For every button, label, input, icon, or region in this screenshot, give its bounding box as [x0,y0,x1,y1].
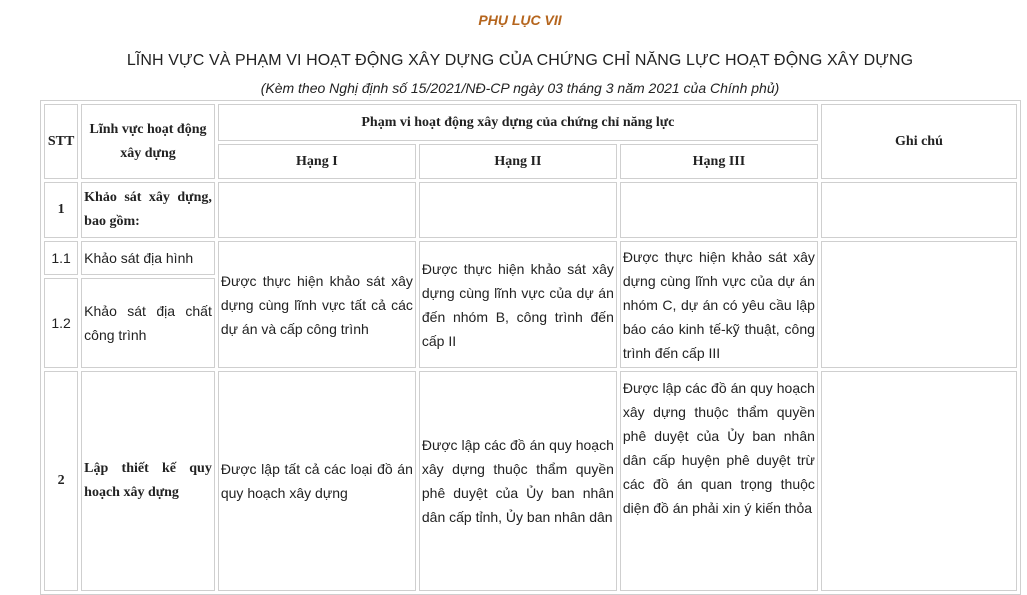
header-field: Lĩnh vực hoạt động xây dựng [81,104,215,179]
table-header-row [44,104,1017,141]
survey-rank-1: Được thực hiện khảo sát xây dựng cùng lĩnh vực tất cả các dự án và cấp công trình [218,241,416,368]
header-note: Ghi chú [821,104,1017,179]
table-row [44,241,1017,275]
table-row [44,182,1017,238]
row-field: Khảo sát địa chất công trình [81,278,215,368]
survey-rank-2: Được thực hiện khảo sát xây dựng cùng lĩnh vực của dự án đến nhóm B, công trình đến cấp II [419,241,617,368]
row-note [821,371,1017,591]
row-field: Lập thiết kế quy hoạch xây dựng [81,371,215,591]
row-rank-3: Được lập các đồ án quy hoạch xây dựng thuộc thẩm quyền phê duyệt của Ủy ban nhân dân cấp huyện phê duyệt trừ các đồ án quan trọng thuộc diện đồ án phải xin ý kiến thỏa [620,371,818,591]
row-stt: 1 [44,182,78,238]
header-stt: STT [44,104,78,179]
row-field: Khảo sát xây dựng, bao gồm: [81,182,215,238]
document-title: LĨNH VỰC VÀ PHẠM VI HOẠT ĐỘNG XÂY DỰNG CỦA CHỨNG CHỈ NĂNG LỰC HOẠT ĐỘNG XÂY DỰNG [126,52,914,69]
row-note [821,182,1017,238]
row-field: Khảo sát địa hình [81,241,215,275]
row-rank-2: Được lập các đồ án quy hoạch xây dựng thuộc thẩm quyền phê duyệt của Ủy ban nhân dân cấp tỉnh, Ủy ban nhân dân [419,371,617,591]
table-row [44,371,1017,591]
row-rank-1: Được lập tất cả các loại đồ án quy hoạch xây dựng [218,371,416,591]
row-stt: 1.1 [44,241,78,275]
header-rank-2: Hạng II [419,144,617,179]
row-rank-3 [620,182,818,238]
document-subtitle: (Kèm theo Nghị định số 15/2021/NĐ-CP ngày 03 tháng 3 năm 2021 của Chính phủ) [260,80,780,96]
header-scope: Phạm vi hoạt động xây dựng của chứng chỉ năng lực [218,104,818,141]
row-stt: 1.2 [44,278,78,368]
header-rank-3: Hạng III [620,144,818,179]
survey-rank-3: Được thực hiện khảo sát xây dựng cùng lĩnh vực của dự án nhóm C, dự án có yêu cầu lập báo cáo kinh tế-kỹ thuật, công trình đến cấp III [620,241,818,368]
row-rank-2 [419,182,617,238]
appendix-label: PHỤ LỤC VII [478,12,562,28]
row-stt: 2 [44,371,78,591]
survey-note [821,241,1017,368]
header-rank-1: Hạng I [218,144,416,179]
scope-table [40,100,1021,595]
row-rank-1 [218,182,416,238]
